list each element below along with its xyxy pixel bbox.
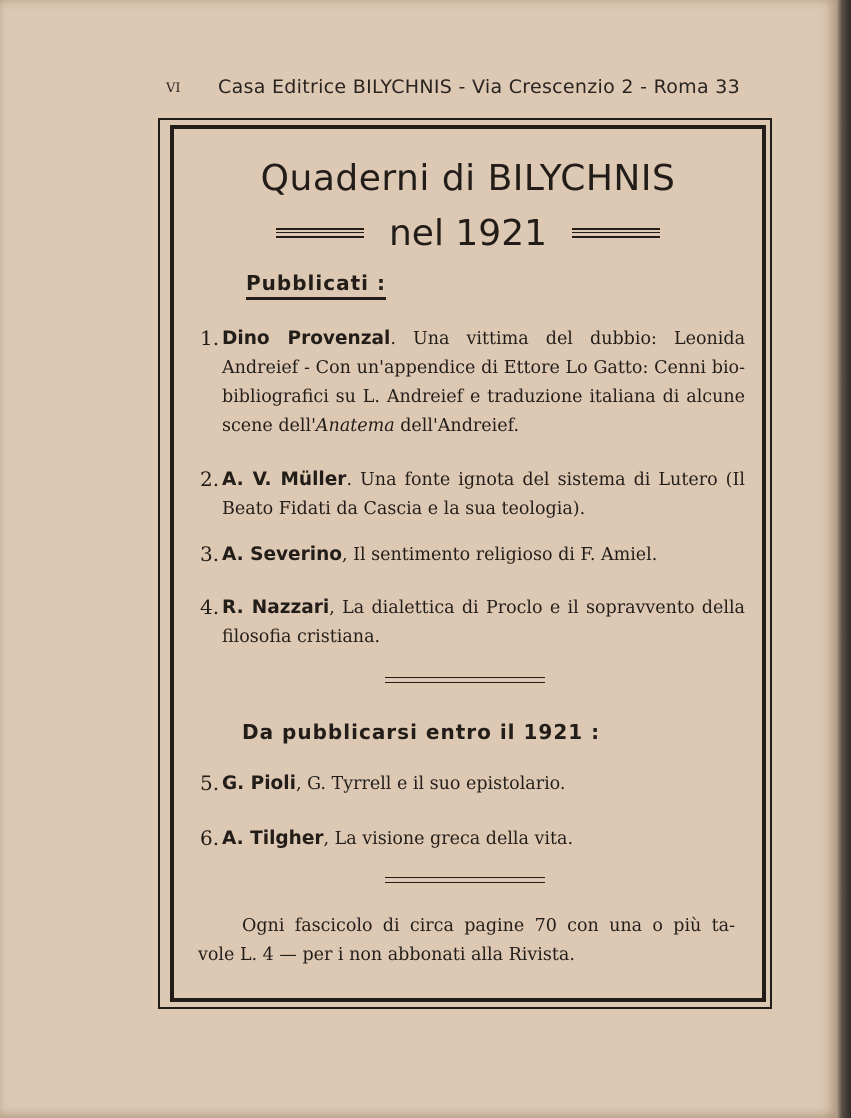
note-line: Ogni fascicolo di circa pagine 70 con una o più ta- xyxy=(242,916,735,936)
item-number: 2. xyxy=(200,467,220,491)
page-edge xyxy=(836,0,851,1118)
item-number: 1. xyxy=(200,326,220,350)
item-author: R. Nazzari xyxy=(222,597,330,618)
item-number: 6. xyxy=(200,826,220,850)
page-subtitle: nel 1921 xyxy=(388,213,548,254)
item-text: , G. Tyrrell e il suo epistolario. xyxy=(295,774,566,794)
list-item xyxy=(200,593,745,652)
item-text: , Il sentimento religioso di F. Amiel. xyxy=(341,545,658,565)
item-number: 4. xyxy=(200,595,220,619)
running-header xyxy=(0,76,836,106)
list-item xyxy=(200,324,745,441)
item-author: G. Pioli xyxy=(222,773,296,794)
published-heading xyxy=(246,271,386,295)
item-author: A. Severino xyxy=(222,544,342,565)
item-body xyxy=(222,540,745,570)
section-divider xyxy=(385,877,545,883)
list-item xyxy=(200,465,745,524)
item-number: 5. xyxy=(200,771,220,795)
item-number: 3. xyxy=(200,542,220,566)
note-line: vole L. 4 — per i non abbonati alla Rivista. xyxy=(198,945,575,965)
item-text: , La dialettica di Proclo e il sopravvento della filosofia cristiana. xyxy=(222,598,745,647)
published-heading-text: Pubblicati : xyxy=(246,271,386,300)
item-body xyxy=(222,465,745,524)
section-divider xyxy=(385,677,545,683)
list-item xyxy=(200,769,745,799)
list-item xyxy=(200,540,745,570)
item-body xyxy=(222,593,745,652)
item-text-end: dell'Andreief. xyxy=(394,416,520,436)
item-body xyxy=(222,769,745,799)
item-author: A. V. Müller xyxy=(222,469,347,490)
item-text: , La visione greca della vita. xyxy=(323,829,574,849)
forthcoming-heading: Da pubblicarsi entro il 1921 : xyxy=(242,720,601,744)
subscription-note xyxy=(198,912,735,970)
item-body xyxy=(222,824,745,854)
page-title: Quaderni di BILYCHNIS xyxy=(260,158,676,199)
item-italic-title: Anatema xyxy=(315,416,395,436)
publisher-imprint: Casa Editrice BILYCHNIS - Via Crescenzio 2 - Roma 33 xyxy=(218,76,741,98)
title-rule-right xyxy=(572,228,660,238)
item-text: . Una vittima del dubbio: Leonida Andreief - Con un'appendice di Ettore Lo Gatto: Cenni bio-bibliografici su L. Andreief e traduzione italiana di alcune scene dell' xyxy=(222,329,745,436)
item-author: A. Tilgher xyxy=(222,828,324,849)
list-item xyxy=(200,824,745,854)
item-text: . Una fonte ignota del sistema di Lutero (Il Beato Fidati da Cascia e la sua teologia). xyxy=(222,470,745,519)
item-author: Dino Provenzal xyxy=(222,328,391,349)
page-number: VI xyxy=(166,81,181,96)
item-body xyxy=(222,324,745,441)
